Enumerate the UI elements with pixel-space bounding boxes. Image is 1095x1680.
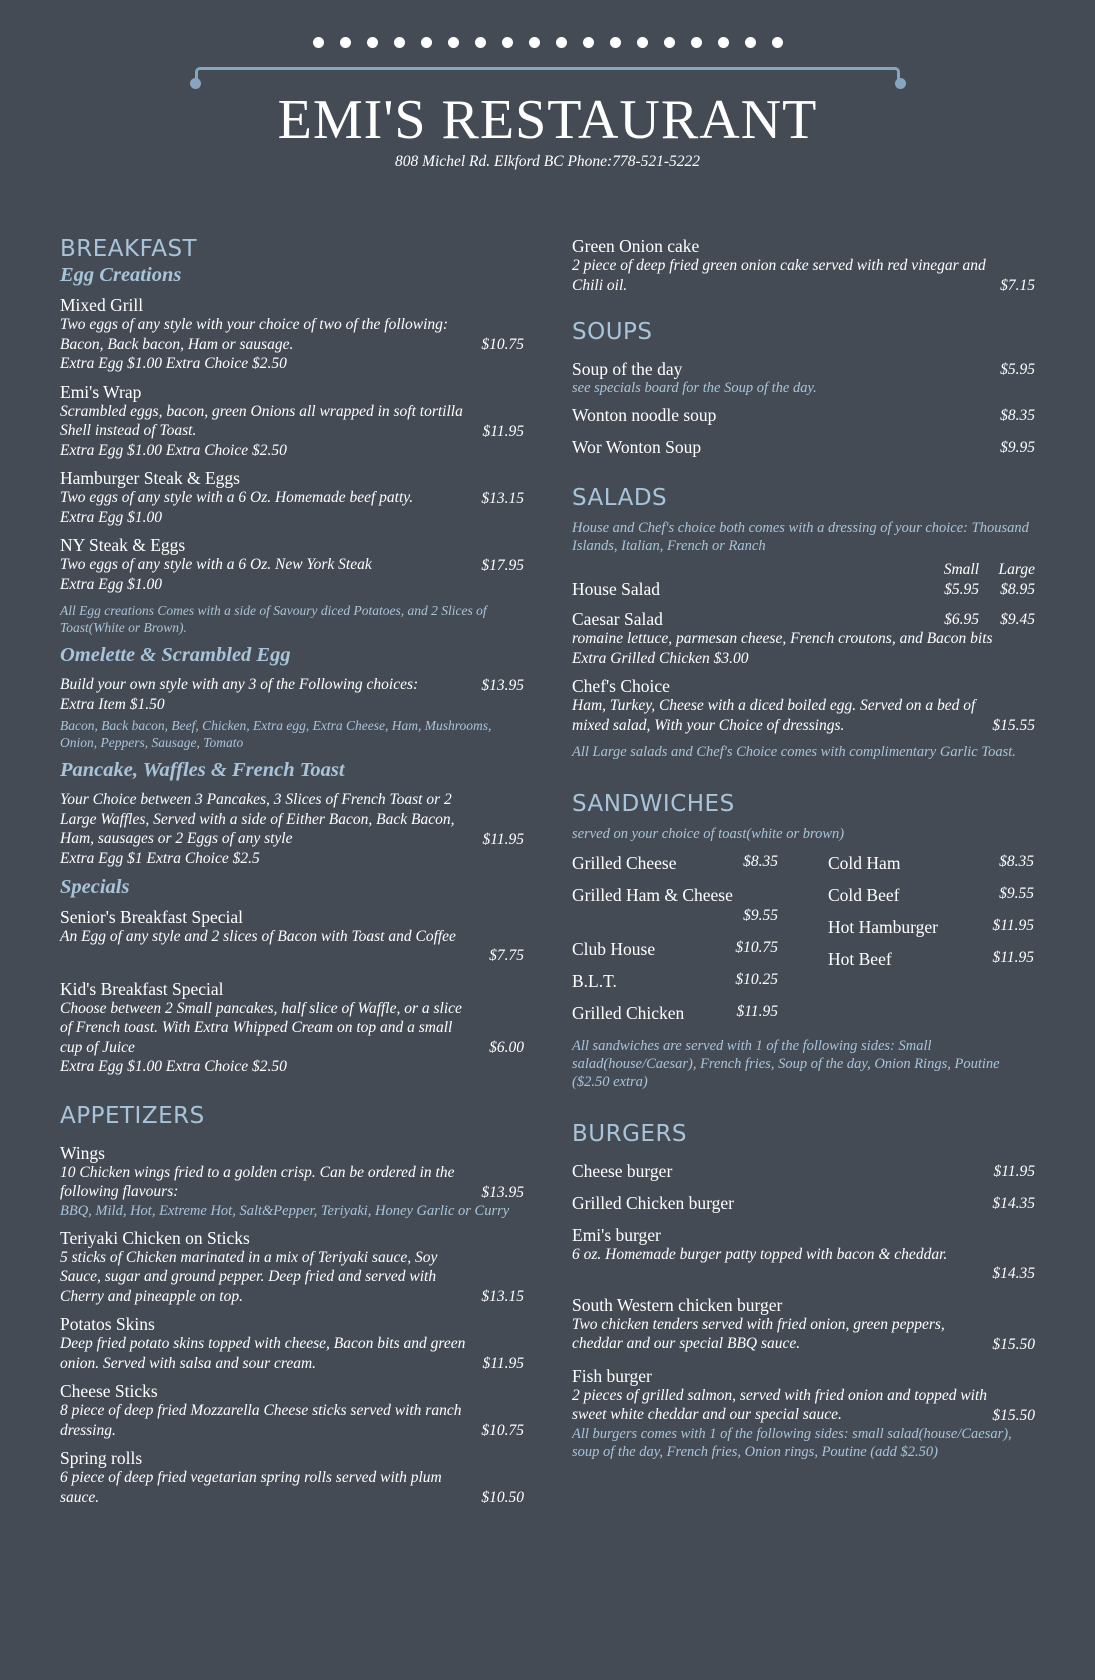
large-label: Large — [998, 561, 1035, 578]
decorative-bracket — [195, 67, 900, 81]
item-desc: An Egg of any style and 2 slices of Bacon with Toast and Coffee — [60, 928, 456, 945]
item-price: $14.35 — [992, 1195, 1035, 1212]
menu-item-hamburger-steak — [60, 468, 524, 527]
menu-item-teriyaki-chicken — [60, 1228, 524, 1307]
item-price: $10.75 — [481, 1422, 524, 1439]
item-name: Caesar Salad — [572, 609, 663, 629]
item-desc: Large Waffles, Served with a side of Either Bacon, Back Bacon, — [60, 810, 455, 828]
left-column — [60, 236, 524, 1515]
item-price: $8.35 — [743, 853, 778, 870]
item-name: Cheese Sticks — [60, 1381, 158, 1401]
omelette-heading: Omelette & Scrambled Egg — [60, 644, 291, 666]
item-price: $8.35 — [999, 853, 1034, 870]
menu-item-grilled-chicken — [572, 1003, 778, 1035]
item-price: $11.95 — [992, 949, 1034, 966]
specials-heading: Specials — [60, 876, 130, 898]
item-name: Teriyaki Chicken on Sticks — [60, 1227, 250, 1248]
item-name: Wings — [60, 1142, 105, 1163]
item-price: $13.15 — [481, 1288, 524, 1305]
item-name: Chef's Choice — [572, 676, 670, 696]
item-price: $7.75 — [489, 946, 524, 964]
item-desc: Chili oil. — [572, 276, 628, 294]
menu-item-soup-of-the-day — [572, 359, 1035, 397]
menu-item-hot-beef — [828, 949, 1034, 981]
wings-flavours-note: BBQ, Mild, Hot, Extreme Hot, Salt&Pepper, Teriyaki, Honey Garlic or Curry — [60, 1202, 510, 1219]
item-name: Soup of the day — [572, 359, 683, 379]
item-price-small: $6.95 — [944, 611, 979, 628]
menu-item-cold-ham — [828, 853, 1034, 885]
item-name: B.L.T. — [572, 971, 617, 991]
item-name: NY Steak & Eggs — [60, 535, 186, 555]
item-desc: Build your own style with any 3 of the Following choices: — [60, 676, 419, 693]
menu-item-grilled-chicken-burger — [572, 1193, 1035, 1213]
salads-intro: House and Chef's choice both comes with a dressing of your choice: Thousand Islands, Italian, French or Ranch — [572, 520, 1029, 554]
menu-item-south-western-burger — [572, 1295, 1035, 1354]
menu-item-senior-special — [60, 907, 524, 965]
menu-item-caesar-salad — [572, 609, 1035, 668]
item-desc: Ham, Turkey, Cheese with a diced boiled egg. Served on a bed of — [572, 697, 976, 714]
menu-item-chefs-choice — [572, 676, 1035, 735]
item-name: Wor Wonton Soup — [572, 437, 702, 457]
item-desc: onion. Served with salsa and sour cream. — [60, 1354, 317, 1372]
item-desc: Scrambled eggs, bacon, green Onions all wrapped in soft tortilla — [60, 402, 463, 420]
item-name: Emi's burger — [572, 1225, 661, 1245]
sandwiches-note: All sandwiches are served with 1 of the following sides: Small salad(house/Caesar), French fries, Soup of the day, Onion Rings, Poutine ($2.50 extra) — [572, 1038, 1000, 1090]
item-desc: Shell instead of Toast. — [60, 422, 197, 439]
burgers-note: All burgers comes with 1 of the following sides: small salad(house/Caesar), soup of the day, French fries, Onion rings, Poutine (add $2.50) — [572, 1425, 1012, 1460]
item-desc: 6 piece of deep fried vegetarian spring rolls served with plum — [60, 1469, 442, 1486]
restaurant-title: EMI'S RESTAURANT — [277, 89, 818, 151]
menu-item-wonton-noodle-soup — [572, 405, 1035, 425]
item-price-large: $9.45 — [1000, 611, 1035, 628]
item-desc: Ham, sausages or 2 Eggs of any style — [60, 830, 293, 847]
item-desc: dressing. — [60, 1421, 116, 1439]
item-desc: Bacon, Back bacon, Ham or sausage. — [60, 335, 294, 353]
item-desc: 10 Chicken wings fried to a golden crisp. Can be ordered in the — [60, 1163, 455, 1181]
decorative-dots — [0, 36, 1095, 52]
soups-heading: SOUPS — [572, 319, 653, 345]
item-name: Potatos Skins — [60, 1314, 155, 1334]
item-price: $11.95 — [482, 1355, 524, 1372]
item-price: $10.50 — [481, 1489, 524, 1506]
item-name: South Western chicken burger — [572, 1294, 783, 1315]
menu-item-pancake — [60, 790, 524, 868]
item-price: $15.50 — [992, 1335, 1035, 1353]
item-name: House Salad — [572, 579, 660, 599]
item-desc: of French toast. With Extra Whipped Cream on top and a small — [60, 1019, 453, 1036]
item-extra: Extra Egg $1.00 Extra Choice $2.50 — [60, 441, 287, 459]
item-desc: Your Choice between 3 Pancakes, 3 Slices of French Toast or 2 — [60, 791, 452, 808]
item-name: Grilled Ham & Cheese — [572, 885, 733, 905]
item-price: $11.95 — [736, 1003, 778, 1020]
item-name: Cold Ham — [828, 853, 901, 873]
burgers-heading: BURGERS — [572, 1121, 688, 1147]
item-price: $11.95 — [482, 422, 524, 440]
item-desc: mixed salad, With your Choice of dressings. — [572, 716, 845, 734]
breakfast-heading: BREAKFAST — [60, 236, 198, 262]
item-desc: cheddar and our special BBQ sauce. — [572, 1335, 801, 1352]
menu-item-house-salad — [572, 579, 1035, 599]
item-desc: following flavours: — [60, 1183, 179, 1200]
item-extra: Extra Egg $1.00 Extra Choice $2.50 — [60, 355, 287, 372]
sandwiches-heading: SANDWICHES — [572, 791, 735, 817]
salad-size-labels — [572, 561, 1035, 579]
menu-header — [0, 0, 1095, 200]
item-name: Green Onion cake — [572, 236, 700, 256]
item-extra: Extra Egg $1.00 — [60, 575, 163, 593]
item-price: $14.35 — [992, 1264, 1035, 1282]
item-desc: 5 sticks of Chicken marinated in a mix of Teriyaki sauce, Soy — [60, 1248, 438, 1266]
menu-item-emis-burger — [572, 1225, 1035, 1283]
item-name: Emi's Wrap — [60, 381, 142, 402]
item-name: Grilled Chicken burger — [572, 1193, 734, 1213]
item-price: $11.95 — [482, 830, 524, 848]
item-desc: 8 piece of deep fried Mozzarella Cheese sticks served with ranch — [60, 1402, 462, 1419]
menu-item-blt — [572, 971, 778, 1003]
item-name: Fish burger — [572, 1365, 652, 1386]
soup-note: see specials board for the Soup of the day. — [572, 380, 817, 396]
item-name: Grilled Cheese — [572, 853, 677, 873]
sandwiches-left-column — [572, 853, 778, 1035]
item-price: $6.00 — [489, 1039, 524, 1056]
item-price: $9.55 — [743, 907, 778, 924]
item-price: $13.95 — [481, 1183, 524, 1201]
item-desc: Choose between 2 Small pancakes, half slice of Waffle, or a slice — [60, 999, 462, 1017]
item-extra: Extra Egg $1 Extra Choice $2.5 — [60, 849, 260, 867]
item-name: Spring rolls — [60, 1448, 143, 1468]
sandwiches-right-column — [828, 853, 1034, 1035]
item-desc: 2 piece of deep fried green onion cake served with red vinegar and — [572, 257, 986, 274]
item-price: $10.75 — [481, 336, 524, 353]
menu-item-cheese-sticks — [60, 1381, 524, 1440]
menu-item-wor-wonton-soup — [572, 437, 1035, 457]
sandwiches-grid — [572, 853, 1035, 1035]
right-column — [572, 236, 1035, 1461]
menu-item-omelette — [60, 675, 524, 751]
menu-item-spring-rolls — [60, 1448, 524, 1507]
item-price-small: $5.95 — [944, 581, 979, 598]
item-desc: 2 pieces of grilled salmon, served with fried onion and topped with — [572, 1386, 988, 1404]
item-price: $5.95 — [1000, 361, 1035, 378]
item-price: $15.55 — [992, 717, 1035, 734]
item-name: Cold Beef — [828, 885, 900, 905]
item-price: $9.95 — [1000, 439, 1035, 456]
item-desc: Deep fried potato skins topped with cheese, Bacon bits and green — [60, 1335, 466, 1352]
menu-item-club-house — [572, 939, 778, 971]
item-price: $17.95 — [481, 556, 524, 574]
item-name: Hot Beef — [828, 949, 892, 969]
item-price: $15.50 — [992, 1406, 1035, 1424]
menu-item-grilled-ham-cheese — [572, 885, 778, 939]
menu-item-hot-hamburger — [828, 917, 1034, 949]
item-price: $13.95 — [481, 676, 524, 694]
menu-item-cheese-burger — [572, 1161, 1035, 1181]
omelette-options-note: Bacon, Back bacon, Beef, Chicken, Extra egg, Extra Cheese, Ham, Mushrooms, Onion, Peppers, Sausage, Tomato — [60, 718, 492, 750]
item-name: Grilled Chicken — [572, 1003, 685, 1023]
salads-note: All Large salads and Chef's Choice comes with complimentary Garlic Toast. — [572, 744, 1016, 760]
item-price: $10.25 — [735, 971, 778, 988]
item-name: Hamburger Steak & Eggs — [60, 468, 240, 488]
item-price: $9.55 — [999, 885, 1034, 902]
menu-item-emis-wrap — [60, 382, 524, 461]
item-desc: Sauce, sugar and ground pepper. Deep fried and served with — [60, 1268, 437, 1285]
menu-item-ny-steak — [60, 535, 524, 594]
menu-item-cold-beef — [828, 885, 1034, 917]
item-name: Mixed Grill — [60, 295, 144, 315]
item-extra: Extra Item $1.50 — [60, 695, 165, 713]
appetizers-heading: APPETIZERS — [60, 1102, 205, 1129]
item-price: $8.35 — [1000, 407, 1035, 424]
item-desc: Cherry and pineapple on top. — [60, 1287, 243, 1305]
item-name: Kid's Breakfast Special — [60, 978, 224, 999]
menu-item-grilled-cheese — [572, 853, 778, 885]
item-price: $11.95 — [993, 1163, 1035, 1180]
menu-item-wings — [60, 1143, 524, 1220]
item-price: $13.15 — [481, 489, 524, 507]
item-extra: Extra Grilled Chicken $3.00 — [572, 649, 749, 667]
item-price: $10.75 — [735, 939, 778, 956]
item-name: Hot Hamburger — [828, 917, 938, 937]
item-desc: Two chicken tenders served with fried onion, green peppers, — [572, 1315, 945, 1333]
item-name: Cheese burger — [572, 1161, 673, 1181]
restaurant-address: 808 Michel Rd. Elkford BC Phone:778-521-5222 — [394, 153, 701, 170]
item-desc: 6 oz. Homemade burger patty topped with bacon & cheddar. — [572, 1246, 948, 1263]
item-desc: Two eggs of any style with your choice of two of the following: — [60, 316, 449, 333]
item-extra: Extra Egg $1.00 Extra Choice $2.50 — [60, 1058, 287, 1075]
item-desc: cup of Juice — [60, 1038, 135, 1056]
item-name: Club House — [572, 939, 656, 959]
item-desc: sweet white cheddar and our special sauce. — [572, 1406, 842, 1423]
item-extra: Extra Egg $1.00 — [60, 508, 163, 526]
egg-creations-note: All Egg creations Comes with a side of Savoury diced Potatoes, and 2 Slices of Toast(White or Brown). — [60, 603, 487, 635]
item-desc: Two eggs of any style with a 6 Oz. New York Steak — [60, 556, 372, 573]
item-desc: romaine lettuce, parmesan cheese, French croutons, and Bacon bits — [572, 630, 993, 647]
sandwiches-intro: served on your choice of toast(white or brown) — [572, 826, 845, 842]
menu-item-green-onion-cake — [572, 236, 1035, 295]
item-name: Senior's Breakfast Special — [60, 907, 243, 927]
menu-item-mixed-grill — [60, 295, 524, 374]
menu-item-kids-special — [60, 979, 524, 1077]
small-label: Small — [943, 561, 979, 578]
item-desc: sauce. — [60, 1488, 100, 1506]
menu-item-fish-burger — [572, 1366, 1035, 1425]
item-desc: Two eggs of any style with a 6 Oz. Homemade beef patty. — [60, 489, 414, 506]
pancake-heading: Pancake, Waffles & French Toast — [60, 759, 345, 781]
item-price: $7.15 — [1000, 277, 1035, 294]
item-price-large: $8.95 — [1000, 581, 1035, 598]
salads-heading: SALADS — [572, 485, 668, 511]
item-name: Wonton noodle soup — [572, 405, 717, 425]
menu-item-potato-skins — [60, 1314, 524, 1373]
egg-creations-heading: Egg Creations — [60, 264, 182, 286]
item-price: $11.95 — [992, 917, 1034, 934]
